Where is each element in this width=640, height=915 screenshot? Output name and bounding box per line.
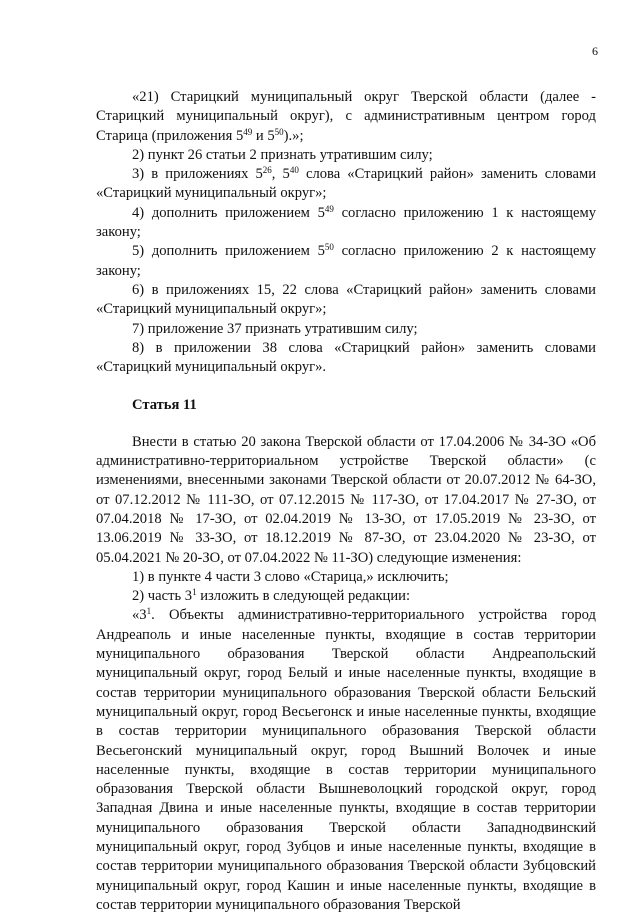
page-number: 6 — [592, 44, 598, 58]
paragraph-point-4: 4) дополнить приложением $5^{49}$ согласно приложению 1 к настоящему закону; — [96, 203, 596, 241]
paragraph-article-intro: Внести в статью 20 закона Тверской области от 17.04.2006 № 34-ЗО «Об административно-территориальном устройстве Тверской области» (с изменениями, внесенными законами Тверской области от 20.07.2012 № 64-ЗО, от 07.12.2012 № 111-ЗО, от 07.12.2015 № 117-ЗО, от 17.04.2017 № 27-ЗО, от 07.04.2018 № 17-ЗО, от 02.04.2019 № 13-ЗО, от 17.05.2019 № 23-ЗО, от 13.06.2019 № 33-ЗО, от 18.12.2019 № 87-ЗО, от 23.04.2020 № 23-ЗО, от 05.04.2021 № 20-ЗО, от 07.04.2022 № 11-ЗО) следующие изменения: — [96, 433, 596, 566]
paragraph-point-8: 8) в приложении 38 слова «Старицкий район» заменить словами «Старицкий муниципальный округ». — [96, 339, 596, 376]
paragraph-item-21: «21) Старицкий муниципальный округ Тверской области (далее - Старицкий муниципальный округ), с административным центром город Старица (приложения $5^{49}$ и $5^{50}$).»; — [96, 89, 596, 144]
paragraph-point-3: 3) в приложениях $5^{26}$, $5^{40}$ слова «Старицкий район» заменить словами «Старицкий муниципальный округ»; — [96, 165, 596, 202]
paragraph-part-3-1: «$3^1$. Объекты административно-территориального устройства город Андреаполь и иные населенные пункты, входящие в состав территории муниципального образования Тверской области Андреапольский муниципальный округ, город Белый и иные населенные пункты, входящие в состав территории муниципального образования Тверской области Бельский муниципальный округ, город Весьегонск и иные населенные пункты, входящие в состав территории муниципального образования Тверской области Весьегонский муниципальный округ, город Вышний Волочек и иные населенные пункты, входящие в состав территории муниципального образования Тверской области Вышневолоцкий городской округ, город Западная Двина и иные населенные пункты, входящие в состав территории муниципального образования Тверской области Западнодвинский муниципальный округ, город Зубцов и иные населенные пункты, входящие в состав территории муниципального образования Тверской области Зубцовский муниципальный округ, город Кашин и иные населенные пункты, входящие в состав территории муниципального образования Тверской — [96, 606, 596, 913]
paragraph-point-7: 7) приложение 37 признать утратившим силу; — [132, 320, 418, 337]
paragraph-point-6: 6) в приложениях 15, 22 слова «Старицкий район» заменить словами «Старицкий муниципальный округ»; — [96, 281, 596, 318]
paragraph-point-2: 2) пункт 26 статьи 2 признать утратившим силу; — [132, 146, 433, 163]
paragraph-point-5: 5) дополнить приложением $5^{50}$ согласно приложению 2 к настоящему закону; — [96, 242, 596, 279]
document-body — [96, 88, 596, 915]
paragraph-change-1: 1) в пункте 4 части 3 слово «Старица,» исключить; — [132, 568, 449, 585]
article-heading: Статья 11 — [132, 397, 197, 414]
paragraph-change-2: 2) часть $3^1$ изложить в следующей редакции: — [132, 587, 411, 605]
